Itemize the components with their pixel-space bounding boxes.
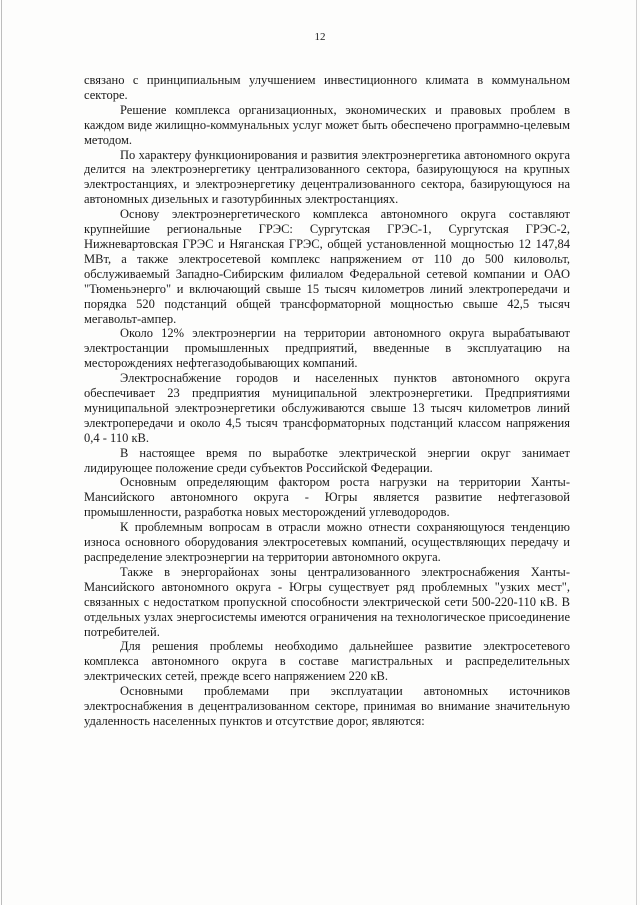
paragraph-10: Также в энергорайонах зоны централизованного электроснабжения Ханты-Мансийского автономного округа - Югры существует ряд проблемных "узких мест", связанных с недостатком пропускной способности электрической сети 500-220-110 кВ. В отдельных узлах энергосистемы имеются ограничения на технологическое присоединение потребителей.	[84, 564, 570, 639]
paragraph-1: связано с принципиальным улучшением инвестиционного климата в коммунальном секторе.	[84, 73, 570, 102]
paragraph-2: Решение комплекса организационных, экономических и правовых проблем в каждом виде жилищно-коммунальных услуг может быть обеспечено программно-целевым методом.	[84, 102, 570, 147]
paragraph-12: Основными проблемами при эксплуатации автономных источников электроснабжения в децентрализованном секторе, принимая во внимание значительную удаленность населенных пунктов и отсутствие дорог, являются:	[84, 684, 570, 728]
page-number: 12	[314, 31, 326, 43]
page-right-edge	[636, 0, 637, 905]
paragraph-11: Для решения проблемы необходимо дальнейшее развитие электросетевого комплекса автономного округа в составе магистральных и распределительных электрических сетей, прежде всего напряжением 220 кВ.	[84, 639, 570, 684]
paragraph-4: Основу электроэнергетического комплекса автономного округа составляют крупнейшие региональные ГРЭС: Сургутская ГРЭС-1, Сургутская ГРЭС-2, Нижневартовская ГРЭС и Няганская ГРЭС, общей установленной мощностью 12 147,84 МВт, а также электросетевой комплекс напряжением от 110 до 500 киловольт, обслуживаемый Западно-Сибирским филиалом Федеральной сетевой компании и ОАО "Тюменьэнерго" и включающий свыше 15 тысяч километров линий электропередачи и порядка 520 подстанций общей трансформаторной мощностью свыше 42,5 тысяч мегавольт-ампер.	[84, 207, 570, 326]
paragraph-3: По характеру функционирования и развития электроэнергетика автономного округа делится на электроэнергетику централизованного сектора, базирующуюся на крупных электростанциях, и электроэнергетику децентрализованного сектора, базирующуюся на автономных дизельных и газотурбинных электростанциях.	[84, 147, 570, 207]
paragraph-7: В настоящее время по выработке электрической энергии округ занимает лидирующее положение среди субъектов Российской Федерации.	[84, 445, 570, 475]
paragraph-6: Электроснабжение городов и населенных пунктов автономного округа обеспечивает 23 предприятия муниципальной электроэнергетики. Предприятиями муниципальной электроэнергетики обслуживаются свыше 13 тысяч километров линий электропередачи и около 4,5 тысяч трансформаторных подстанций классом напряжения 0,4 - 110 кВ.	[84, 371, 570, 445]
body-text	[84, 73, 570, 729]
paragraph-5: Около 12% электроэнергии на территории автономного округа вырабатывают электростанции промышленных предприятий, введенные в эксплуатацию на месторождениях нефтегазодобывающих компаний.	[84, 326, 570, 371]
page-left-edge	[1, 0, 2, 905]
paragraph-8: Основным определяющим фактором роста нагрузки на территории Ханты-Мансийского автономного округа - Югры является развитие нефтегазовой промышленности, разработка новых месторождений углеводородов.	[84, 475, 570, 520]
paragraph-9: К проблемным вопросам в отрасли можно отнести сохраняющуюся тенденцию износа основного оборудования электросетевых компаний, осуществляющих передачу и распределение электроэнергии на территории автономного округа.	[84, 520, 570, 564]
